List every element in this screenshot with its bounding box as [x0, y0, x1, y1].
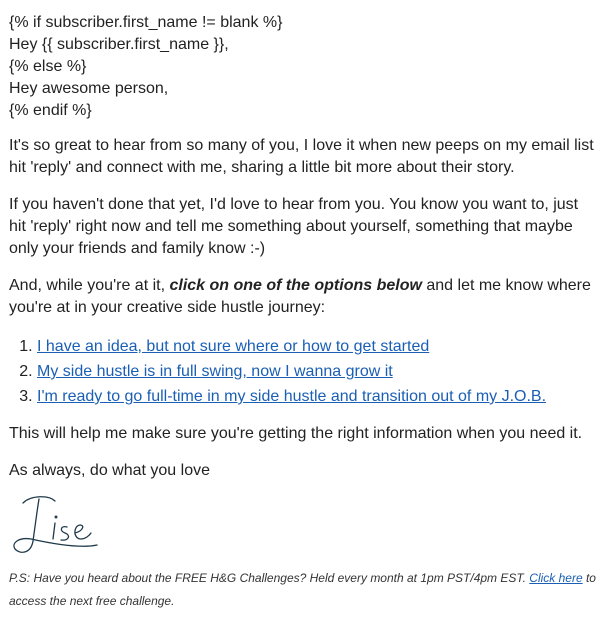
ps-text-end: to access the next free challenge. [9, 571, 596, 608]
options-intro-emphasis: click on one of the options below [169, 277, 422, 294]
list-item [37, 359, 597, 384]
template-line-greeting-name: Hey {{ subscriber.first_name }}, [9, 36, 229, 53]
template-line-endif: {% endif %} [9, 102, 92, 119]
intro-paragraph: It's so great to hear from so many of you, I love it when new peeps on my email list hit 'reply' and connect with me, sharing a little bit more about their story. [9, 137, 594, 176]
ps-text: P.S: Have you heard about the FREE H&G Challenges? Held every month at 1pm PST/4pm EST. [9, 571, 530, 585]
option-link-idea[interactable]: I have an idea, but not sure where or how to get started [37, 338, 430, 355]
signoff-paragraph: As always, do what you love [9, 462, 210, 479]
ps-challenge-link[interactable]: Click here [529, 571, 583, 585]
template-line-greeting-default: Hey awesome person, [9, 80, 169, 97]
option-link-full-time[interactable]: I'm ready to go full-time in my side hustle and transition out of my J.O.B. [37, 388, 547, 405]
option-link-grow[interactable]: My side hustle is in full swing, now I wanna grow it [37, 363, 393, 380]
greeting-template [9, 12, 597, 122]
options-intro-paragraph [9, 275, 597, 319]
options-list [9, 334, 597, 409]
signature-image [9, 493, 597, 559]
template-line-else: {% else %} [9, 58, 87, 75]
options-intro-after: and let me know where you're at in your creative side hustle journey: [9, 277, 591, 316]
template-line-if: {% if subscriber.first_name != blank %} [9, 14, 283, 31]
handwritten-signature-icon [9, 493, 109, 559]
list-item [37, 384, 597, 409]
list-item [37, 334, 597, 359]
postscript [9, 567, 597, 613]
info-paragraph: This will help me make sure you're getting the right information when you need it. [9, 425, 583, 442]
reply-paragraph: If you haven't done that yet, I'd love to hear from you. You know you want to, just hit 'reply' right now and tell me something about yourself, something that maybe only your friends and family know :-) [9, 196, 579, 257]
options-intro-before: And, while you're at it, [9, 277, 170, 294]
